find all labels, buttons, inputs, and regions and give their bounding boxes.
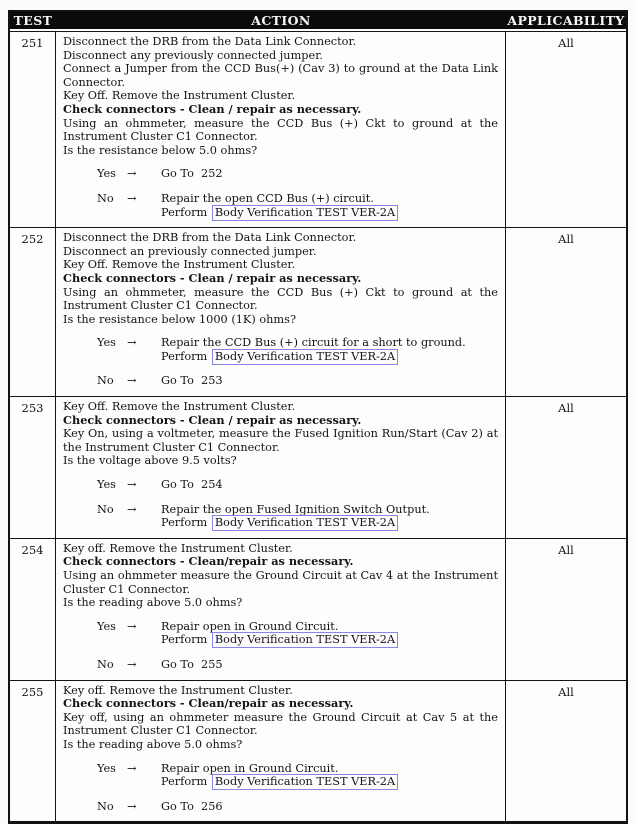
answer-label: Yes [97,167,116,181]
answer-action [161,800,223,814]
applicability-value: All [558,232,574,247]
answer-action [161,167,223,181]
action-paragraph: Is the reading above 5.0 ohms? [63,596,243,610]
answer-label: Yes [97,478,116,492]
header-cell-action: ACTION [251,13,311,28]
right-arrow-icon: → [127,478,137,492]
action-paragraph: Check connectors - Clean / repair as necessary. [63,101,362,116]
answer-line-text: Perform [161,775,211,789]
action-cell [56,397,506,538]
table-row [10,227,626,396]
answer-row [97,800,498,814]
answer-row [97,658,498,672]
answer-line-text: Repair the open CCD Bus (+) circuit. [161,191,374,205]
applicability-value: All [558,542,574,557]
answers-block [63,620,498,672]
answer-label: No [97,502,114,516]
action-cell [56,681,506,822]
action-paragraph: Using an ohmmeter, measure the CCD Bus (+) Ckt to ground at the Instrument Cluster C1 Connector. [63,285,498,313]
action-cell [56,539,506,680]
ver-2a-link[interactable]: Body Verification TEST VER-2A [212,349,398,365]
action-paragraph: Is the resistance below 1000 (1K) ohms? [63,312,296,326]
right-arrow-icon: → [127,619,137,633]
action-paragraph: Using an ohmmeter, measure the CCD Bus (+) Ckt to ground at the Instrument Cluster C1 Connector. [63,116,498,144]
answer-action [161,336,466,363]
answer-line-text: Repair open in Ground Circuit. [161,619,339,633]
table-header [10,12,626,31]
answer-line [161,775,398,789]
answer-action [161,658,223,672]
answer-line-text: Perform [161,516,211,530]
answer-row [97,762,498,789]
answers-block [63,478,498,530]
action-paragraph: Check connectors - Clean / repair as necessary. [63,412,362,427]
answer-line-text: Repair the open Fused Ignition Switch Output. [161,502,430,516]
right-arrow-icon: → [127,167,137,181]
test-number: 252 [10,228,56,396]
answer-action [161,620,398,647]
header-cell-applicability: APPLICABILITY [507,13,625,28]
answer-action [161,374,223,388]
answer-row [97,478,498,492]
right-arrow-icon: → [127,761,137,775]
action-paragraph: Disconnect the DRB from the Data Link Connector. [63,231,357,245]
answer-line [161,206,398,220]
answer-line-text: Go To 253 [161,374,223,388]
answer-line [161,336,466,350]
test-number: 253 [10,397,56,538]
table-row [10,396,626,538]
right-arrow-icon: → [127,191,137,205]
action-paragraph: Disconnect an previously connected jumper. [63,244,317,258]
action-paragraph: Disconnect the DRB from the Data Link Connector. [63,35,357,48]
answer-action [161,192,398,219]
table-row [10,31,626,227]
answer-line [161,192,398,206]
action-paragraph: Check connectors - Clean/repair as necessary. [63,696,354,711]
applicability-value: All [558,36,574,50]
answer-row [97,167,498,181]
answer-line [161,658,223,672]
action-paragraph: Is the voltage above 9.5 volts? [63,454,237,468]
answer-line [161,478,223,492]
action-paragraph: Key Off. Remove the Instrument Cluster. [63,258,296,272]
action-paragraph: Key off. Remove the Instrument Cluster. [63,683,293,697]
answer-label: No [97,191,114,205]
action-paragraph: Check connectors - Clean/repair as necessary. [63,554,354,569]
header-cell-test: TEST [13,13,53,28]
answer-label: No [97,374,114,388]
answer-line [161,167,223,181]
answer-row [97,620,498,647]
action-paragraph: Connect a Jumper from the CCD Bus(+) (Cav 3) to ground at the Data Link Connector. [63,62,498,89]
answer-line-text: Go To 256 [161,799,223,813]
answer-row [97,503,498,530]
answer-line [161,800,223,814]
action-cell [56,228,506,396]
action-paragraph: Key off, using an ohmmeter measure the Ground Circuit at Cav 5 at the Instrument Cluster C1 Connector. [63,710,498,738]
ver-2a-link[interactable]: Body Verification TEST VER-2A [212,774,398,790]
answer-label: Yes [97,619,116,633]
ver-2a-link[interactable]: Body Verification TEST VER-2A [212,515,398,531]
table-row [10,538,626,680]
answer-line [161,374,223,388]
answer-line-text: Perform [161,205,211,219]
answer-line-text: Go To 254 [161,478,223,492]
right-arrow-icon: → [127,374,137,388]
answer-action [161,478,223,492]
answer-action [161,503,430,530]
answers-block [63,167,498,219]
test-number: 255 [10,681,56,822]
answer-line-text: Perform [161,349,211,363]
answer-label: Yes [97,761,116,775]
test-number: 254 [10,539,56,680]
ver-2a-link[interactable]: Body Verification TEST VER-2A [212,205,398,221]
right-arrow-icon: → [127,502,137,516]
answer-row [97,336,498,363]
action-cell [56,32,506,227]
action-paragraph: Key Off. Remove the Instrument Cluster. [63,400,296,414]
right-arrow-icon: → [127,799,137,813]
applicability-value: All [558,684,574,699]
right-arrow-icon: → [127,336,137,350]
answer-line-text: Repair the CCD Bus (+) circuit for a short to ground. [161,336,466,350]
right-arrow-icon: → [127,657,137,671]
action-paragraph: Key Off. Remove the Instrument Cluster. [63,89,296,103]
action-paragraph: Key off. Remove the Instrument Cluster. [63,541,293,555]
answer-line-text: Perform [161,633,211,647]
answers-block [63,762,498,814]
action-paragraph: Disconnect any previously connected jumper. [63,48,323,62]
action-paragraph: Check connectors - Clean / repair as necessary. [63,270,362,285]
answer-line [161,633,398,647]
action-paragraph: Is the resistance below 5.0 ohms? [63,143,258,157]
answer-line [161,503,430,517]
answer-line-text: Go To 252 [161,167,223,181]
diagnostic-test-table [8,10,628,824]
answer-line [161,762,398,776]
action-paragraph: Using an ohmmeter measure the Ground Circuit at Cav 4 at the Instrument Cluster C1 Connector. [63,569,498,596]
answer-line [161,516,430,530]
answers-block [63,336,498,388]
answer-line [161,620,398,634]
answer-action [161,762,398,789]
action-paragraph: Key On, using a voltmeter, measure the Fused Ignition Run/Start (Cav 2) at the Instrument Cluster C1 Connector. [63,427,498,454]
answer-label: Yes [97,336,116,350]
answer-line-text: Repair open in Ground Circuit. [161,761,339,775]
action-paragraph: Is the reading above 5.0 ohms? [63,737,243,751]
applicability-value: All [558,401,574,416]
answer-label: No [97,799,114,813]
test-number: 251 [10,32,56,227]
table-body [10,31,626,821]
answer-label: No [97,657,114,671]
ver-2a-link[interactable]: Body Verification TEST VER-2A [212,632,398,648]
answer-row [97,374,498,388]
answer-line [161,350,466,364]
table-row [10,680,626,822]
answer-line-text: Go To 255 [161,657,223,671]
answer-row [97,192,498,219]
